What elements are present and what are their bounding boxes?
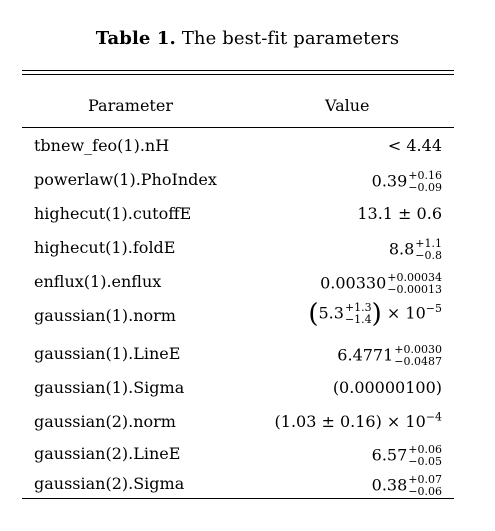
parameter-value xyxy=(320,272,442,296)
table-row xyxy=(0,436,495,470)
asymmetric-error xyxy=(408,170,442,194)
bottom-rule xyxy=(22,498,454,499)
parameter-value: 13.1 ± 0.6 xyxy=(357,204,442,223)
table-row xyxy=(0,230,495,264)
error-plus: +0.06 xyxy=(408,443,442,456)
value-base: 0.38 xyxy=(371,475,408,495)
error-plus: +0.00034 xyxy=(387,271,442,284)
caption-label: Table 1. xyxy=(95,28,176,49)
value-base: 0.00330 xyxy=(320,273,387,293)
parameter-name: gaussian(1).norm xyxy=(34,306,176,325)
table-row xyxy=(0,196,495,230)
parameter-name: gaussian(1).Sigma xyxy=(34,378,185,397)
parameter-value: (0.00000100) xyxy=(332,378,442,397)
close-paren: ) xyxy=(371,299,382,329)
value-exponent: −5 xyxy=(425,302,442,316)
error-minus: −0.06 xyxy=(408,485,442,498)
parameter-value xyxy=(372,170,442,194)
top-rule-1 xyxy=(22,70,454,71)
table-row xyxy=(0,128,495,162)
error-plus: +0.07 xyxy=(408,473,442,486)
parameter-name: gaussian(2).Sigma xyxy=(34,474,185,493)
table-row xyxy=(0,370,495,404)
asymmetric-error xyxy=(387,272,442,296)
value-base: 8.8 xyxy=(388,239,415,259)
value-suffix: × 10 xyxy=(386,303,426,323)
table-row xyxy=(0,298,495,336)
error-minus: −0.05 xyxy=(408,455,442,468)
parameter-value xyxy=(389,238,442,262)
error-plus: +1.3 xyxy=(344,301,372,314)
parameter-value: < 4.44 xyxy=(387,136,442,155)
parameter-value xyxy=(337,344,442,368)
error-plus: +1.1 xyxy=(415,237,442,250)
parameter-name: tbnew_feo(1).nH xyxy=(34,136,170,155)
asymmetric-error xyxy=(408,474,442,498)
parameter-name: enflux(1).enflux xyxy=(34,272,162,291)
table-caption xyxy=(0,28,495,49)
value-main: (1.03 ± 0.16) × 10 xyxy=(274,412,426,431)
error-plus: +0.0030 xyxy=(394,343,442,356)
parameter-name: highecut(1).foldE xyxy=(34,238,176,257)
parameter-value xyxy=(372,474,442,498)
value-base: 6.57 xyxy=(371,445,408,465)
header-value: Value xyxy=(325,96,370,115)
parameter-name: gaussian(2).norm xyxy=(34,412,176,431)
error-minus: −0.00013 xyxy=(387,283,442,296)
value-base: 5.3 xyxy=(318,303,344,323)
parameter-value xyxy=(372,444,442,468)
parameter-value xyxy=(308,299,442,329)
table-row xyxy=(0,264,495,298)
asymmetric-error xyxy=(345,302,372,326)
error-minus: −1.4 xyxy=(344,313,372,326)
parameter-name: powerlaw(1).PhoIndex xyxy=(34,170,217,189)
error-minus: −0.0487 xyxy=(394,355,442,368)
top-rule-2 xyxy=(22,74,454,75)
value-base: 6.4771 xyxy=(337,345,394,365)
error-minus: −0.09 xyxy=(408,181,442,194)
table-row xyxy=(0,466,495,500)
open-paren: ( xyxy=(308,299,319,329)
table-row xyxy=(0,162,495,196)
parameter-name: gaussian(1).LineE xyxy=(34,344,181,363)
parameter-name: gaussian(2).LineE xyxy=(34,444,181,463)
table-row xyxy=(0,404,495,438)
error-minus: −0.8 xyxy=(415,249,442,262)
parameter-value xyxy=(275,412,442,431)
asymmetric-error xyxy=(408,444,442,468)
table-row xyxy=(0,336,495,370)
parameter-name: highecut(1).cutoffE xyxy=(34,204,192,223)
value-base: 0.39 xyxy=(371,171,408,191)
error-plus: +0.16 xyxy=(408,169,442,182)
value-exponent: −4 xyxy=(425,410,442,424)
header-parameter: Parameter xyxy=(88,96,173,115)
asymmetric-error xyxy=(394,344,442,368)
caption-text: The best-fit parameters xyxy=(181,28,400,49)
asymmetric-error xyxy=(415,238,442,262)
